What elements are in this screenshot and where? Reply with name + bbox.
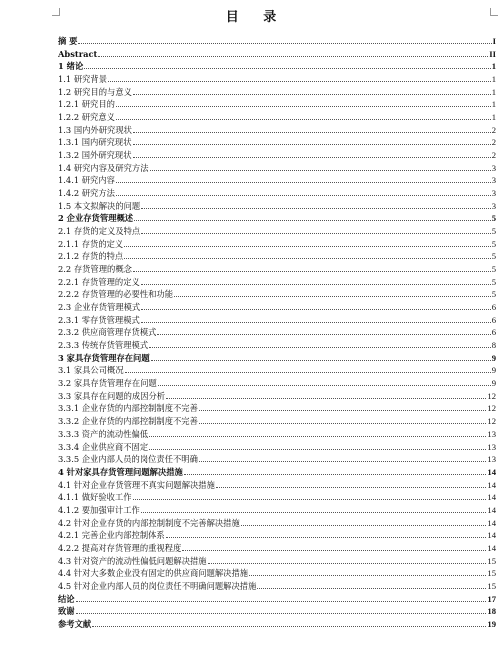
toc-entry-title: 2.3.2 供应商管理存货模式 xyxy=(58,327,157,338)
dot-leader xyxy=(133,93,491,95)
toc-title: 目 录 xyxy=(225,10,287,25)
dot-leader xyxy=(182,549,486,551)
dot-leader xyxy=(141,283,491,285)
dot-leader xyxy=(98,55,488,57)
dot-leader xyxy=(76,600,487,602)
toc-entry-title: 摘 要 xyxy=(58,36,78,46)
toc-entry[interactable] xyxy=(58,466,496,479)
toc-entry-page-number: 13 xyxy=(487,454,496,465)
toc-entry[interactable] xyxy=(58,593,496,606)
toc-entry[interactable] xyxy=(58,187,496,200)
toc-entry-title: 4.2 针对企业存货的内部控制制度不完善解决措施 xyxy=(58,517,240,528)
toc-entry-page-number: 1 xyxy=(491,112,496,123)
toc-entry-title: 4.3 针对资产的流动性偏低问题解决措施 xyxy=(58,555,207,566)
toc-entry-page-number: 3 xyxy=(491,200,496,211)
toc-entry-title: 1.3.2 国外研究现状 xyxy=(58,150,132,161)
dot-leader xyxy=(166,397,486,399)
toc-entry-title: 2.2 存货管理的概念 xyxy=(58,264,132,275)
toc-entry[interactable] xyxy=(58,111,496,124)
toc-entry-page-number: 3 xyxy=(491,175,496,186)
dot-leader xyxy=(78,42,491,44)
toc-entry-title: 3 家具存货管理存在问题 xyxy=(58,352,150,363)
toc-entry-page-number: 12 xyxy=(487,390,496,401)
toc-entry-title: 4 针对家具存货管理问题解决措施 xyxy=(58,466,183,477)
dot-leader xyxy=(141,321,491,323)
dot-leader xyxy=(124,257,490,259)
toc-entry-page-number: 14 xyxy=(487,517,496,528)
toc-entry[interactable] xyxy=(58,276,496,289)
toc-entry-title: 2.2.1 存货管理的定义 xyxy=(58,276,140,287)
toc-entry[interactable] xyxy=(58,162,496,175)
toc-entry-page-number: 14 xyxy=(487,504,496,515)
toc-entry-page-number: 5 xyxy=(491,251,496,262)
dot-leader xyxy=(125,371,491,373)
toc-entry-page-number: 5 xyxy=(491,238,496,249)
toc-entry[interactable] xyxy=(58,174,496,187)
toc-entry-page-number: 3 xyxy=(491,188,496,199)
toc-entry-title: 4.4 针对大多数企业没有固定的供应商问题解决措施 xyxy=(58,568,249,579)
toc-entry-title: 1.2.1 研究目的 xyxy=(58,99,115,110)
dot-leader xyxy=(158,384,491,386)
toc-entry[interactable] xyxy=(58,504,496,517)
toc-entry-page-number: 18 xyxy=(487,606,496,617)
toc-entry-title: 2.3.3 传统存货管理模式 xyxy=(58,340,149,351)
toc-entry-title: 3.3.4 企业供应商不固定 xyxy=(58,441,149,452)
toc-entry[interactable] xyxy=(58,352,496,365)
toc-entry[interactable] xyxy=(58,60,496,73)
toc-entry-title: 1.2 研究目的与意义 xyxy=(58,86,132,97)
toc-entry[interactable] xyxy=(58,225,496,238)
dot-leader xyxy=(116,118,491,120)
toc-entry-page-number: 2 xyxy=(491,124,496,135)
toc-entry-page-number: 2 xyxy=(491,137,496,148)
toc-entry[interactable] xyxy=(58,288,496,301)
dot-leader xyxy=(208,562,487,564)
toc-entry[interactable] xyxy=(58,377,496,390)
toc-entry-page-number: II xyxy=(489,48,496,59)
toc-entry-page-number: 3 xyxy=(491,162,496,173)
toc-entry-page-number: 15 xyxy=(487,568,496,579)
toc-entry-page-number: 9 xyxy=(491,378,496,389)
toc-entry-title: 2.2.2 存货管理的必要性和功能 xyxy=(58,289,174,300)
toc-entry[interactable] xyxy=(58,48,496,61)
toc-entry-page-number: 15 xyxy=(487,555,496,566)
toc-entry[interactable] xyxy=(58,618,496,631)
toc-entry[interactable] xyxy=(58,517,496,530)
toc-entry[interactable] xyxy=(58,555,496,568)
toc-entry[interactable] xyxy=(58,136,496,149)
dot-leader xyxy=(76,612,487,614)
toc-entry-page-number: 6 xyxy=(491,314,496,325)
toc-entry-title: 4.1.1 做好验收工作 xyxy=(58,492,132,503)
dot-leader xyxy=(116,181,491,183)
toc-entry-page-number: 1 xyxy=(491,61,496,72)
dot-leader xyxy=(133,131,491,133)
toc-entry[interactable] xyxy=(58,339,496,352)
toc-entry[interactable] xyxy=(58,124,496,137)
toc-entry-page-number: 5 xyxy=(491,213,496,224)
toc-entry-page-number: 6 xyxy=(491,302,496,313)
toc-entry-title: 3.3.5 企业内部人员的岗位责任不明确 xyxy=(58,454,198,465)
dot-leader xyxy=(184,473,487,475)
dot-leader xyxy=(157,333,490,335)
toc-entry-title: 致谢 xyxy=(58,606,75,617)
toc-entry-page-number: 13 xyxy=(487,428,496,439)
toc-entry[interactable] xyxy=(58,200,496,213)
toc-entry-title: 1.1 研究背景 xyxy=(58,74,108,85)
toc-entry-page-number: I xyxy=(492,36,496,46)
toc-entry-title: 3.1 家具公司概况 xyxy=(58,365,124,376)
toc-entry-page-number: 9 xyxy=(491,365,496,376)
dot-leader xyxy=(133,270,491,272)
toc-entry-title: 4.2.1 完善企业内部控制体系 xyxy=(58,530,165,541)
toc-entry[interactable] xyxy=(58,314,496,327)
dot-leader xyxy=(257,587,486,589)
toc-entry-title: 1.4.2 研究方法 xyxy=(58,188,115,199)
toc-entry[interactable] xyxy=(58,35,496,48)
dot-leader xyxy=(149,448,486,450)
toc-entry-page-number: 9 xyxy=(491,352,496,363)
dot-leader xyxy=(149,346,491,348)
toc-entry-page-number: 17 xyxy=(487,593,496,604)
toc-entry-title: 1.5 本文拟解决的问题 xyxy=(58,200,141,211)
toc-entry-title: 2 企业存货管理概述 xyxy=(58,213,134,224)
toc-entry-title: 参考文献 xyxy=(58,618,92,629)
toc-entry-title: 2.1.1 存货的定义 xyxy=(58,238,124,249)
dot-leader xyxy=(124,245,490,247)
toc-entry-title: 3.3.2 企业存货的内部控制制度不完善 xyxy=(58,416,198,427)
dot-leader xyxy=(108,80,491,82)
toc-entry[interactable] xyxy=(58,238,496,251)
toc-entry[interactable] xyxy=(58,73,496,86)
toc-entry-page-number: 5 xyxy=(491,276,496,287)
toc-entry-page-number: 5 xyxy=(491,264,496,275)
toc-entry[interactable] xyxy=(58,529,496,542)
toc-entry-page-number: 14 xyxy=(487,466,496,477)
toc-entry[interactable] xyxy=(58,301,496,314)
toc-entry[interactable] xyxy=(58,86,496,99)
dot-leader xyxy=(150,169,491,171)
toc-entry-title: 3.3.1 企业存货的内部控制制度不完善 xyxy=(58,403,198,414)
toc-entry-page-number: 5 xyxy=(491,289,496,300)
toc-entry-page-number: 1 xyxy=(491,86,496,97)
toc-entry[interactable] xyxy=(58,605,496,618)
dot-leader xyxy=(133,143,491,145)
toc-entry[interactable] xyxy=(58,390,496,403)
dot-leader xyxy=(141,308,490,310)
dot-leader xyxy=(141,511,487,513)
toc-entry-page-number: 12 xyxy=(487,416,496,427)
dot-leader xyxy=(116,105,491,107)
dot-leader xyxy=(249,574,486,576)
toc-entry-page-number: 13 xyxy=(487,441,496,452)
toc-entry-page-number: 14 xyxy=(487,492,496,503)
toc-entry-title: 2.3 企业存货管理模式 xyxy=(58,302,141,313)
table-of-contents xyxy=(58,35,496,631)
toc-entry-title: 2.1 存货的定义及特点 xyxy=(58,226,141,237)
dot-leader xyxy=(241,524,487,526)
toc-entry[interactable] xyxy=(58,415,496,428)
toc-entry-page-number: 5 xyxy=(491,226,496,237)
toc-entry-page-number: 14 xyxy=(487,479,496,490)
toc-entry-title: 2.3.1 零存货管理模式 xyxy=(58,314,140,325)
toc-entry-page-number: 1 xyxy=(491,99,496,110)
dot-leader xyxy=(199,460,487,462)
toc-entry-page-number: 2 xyxy=(491,150,496,161)
toc-entry-title: 1.3.1 国内研究现状 xyxy=(58,137,132,148)
toc-entry-title: 3.3.3 资产的流动性偏低 xyxy=(58,428,149,439)
dot-leader xyxy=(134,219,491,221)
dot-leader xyxy=(174,295,491,297)
toc-entry-title: 1.3 国内外研究现状 xyxy=(58,124,132,135)
toc-entry[interactable] xyxy=(58,98,496,111)
toc-entry-page-number: 19 xyxy=(487,618,496,629)
dot-leader xyxy=(92,625,486,627)
toc-entry[interactable] xyxy=(58,567,496,580)
toc-entry-page-number: 1 xyxy=(491,74,496,85)
toc-entry[interactable] xyxy=(58,263,496,276)
dot-leader xyxy=(151,359,491,361)
dot-leader xyxy=(199,409,487,411)
dot-leader xyxy=(149,435,486,437)
toc-entry-title: 结论 xyxy=(58,593,75,604)
toc-entry-title: 4.1 针对企业存货管理不真实问题解决措施 xyxy=(58,479,215,490)
toc-entry[interactable] xyxy=(58,491,496,504)
toc-entry-title: 1.2.2 研究意义 xyxy=(58,112,115,123)
toc-entry[interactable] xyxy=(58,542,496,555)
toc-entry[interactable] xyxy=(58,580,496,593)
dot-leader xyxy=(166,536,487,538)
dot-leader xyxy=(141,232,490,234)
dot-leader xyxy=(116,194,491,196)
toc-entry[interactable] xyxy=(58,149,496,162)
toc-entry[interactable] xyxy=(58,428,496,441)
dot-leader xyxy=(133,156,491,158)
toc-entry[interactable] xyxy=(58,364,496,377)
dot-leader xyxy=(84,67,490,69)
toc-entry-page-number: 14 xyxy=(487,530,496,541)
dot-leader xyxy=(199,422,487,424)
toc-entry-page-number: 14 xyxy=(487,542,496,553)
toc-entry[interactable] xyxy=(58,402,496,415)
toc-entry-title: 3.2 家具存货管理存在问题 xyxy=(58,378,157,389)
toc-entry-page-number: 6 xyxy=(491,327,496,338)
dot-leader xyxy=(216,486,487,488)
toc-entry-title: 1.4 研究内容及研究方法 xyxy=(58,162,149,173)
toc-entry[interactable] xyxy=(58,250,496,263)
toc-entry[interactable] xyxy=(58,212,496,225)
toc-entry-title: 1 绪论 xyxy=(58,61,84,72)
dot-leader xyxy=(133,498,487,500)
toc-entry-title: 1.4.1 研究内容 xyxy=(58,175,115,186)
toc-entry-title: 3.3 家具存在问题的成因分析 xyxy=(58,390,166,401)
toc-entry[interactable] xyxy=(58,441,496,454)
toc-entry-page-number: 12 xyxy=(487,403,496,414)
toc-entry[interactable] xyxy=(58,479,496,492)
toc-entry-title: 4.5 针对企业内部人员的岗位责任不明确问题解决措施 xyxy=(58,580,257,591)
toc-entry-page-number: 15 xyxy=(487,580,496,591)
toc-entry[interactable] xyxy=(58,326,496,339)
toc-entry-title: Abstract xyxy=(58,48,98,59)
toc-entry-title: 4.1.2 要加强审计工作 xyxy=(58,504,140,515)
toc-entry-page-number: 8 xyxy=(491,340,496,351)
dot-leader xyxy=(141,207,490,209)
toc-entry-title: 2.1.2 存货的特点 xyxy=(58,251,124,262)
toc-entry[interactable] xyxy=(58,453,496,466)
toc-entry-title: 4.2.2 提高对存货管理的重视程度 xyxy=(58,542,182,553)
